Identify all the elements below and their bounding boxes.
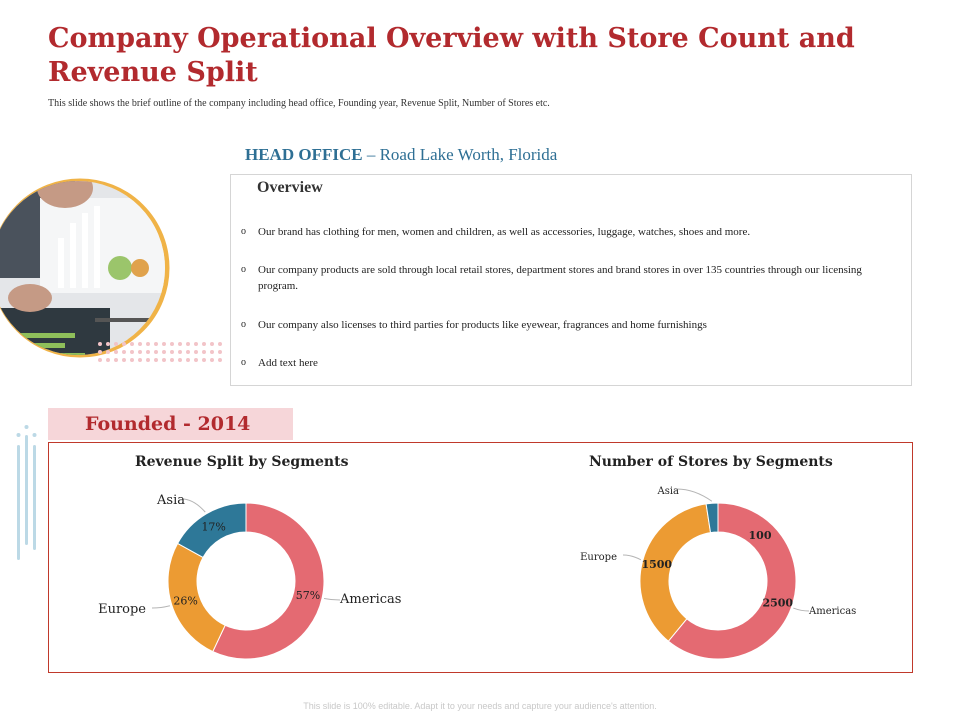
category-label-americas: Americas xyxy=(340,592,402,607)
callout-line xyxy=(623,555,641,560)
bullet-text: Our company also licenses to third parties for products like eyewear, fragrances and home furnishings xyxy=(258,319,707,331)
data-label-asia: 100 xyxy=(748,529,772,542)
head-office-label: HEAD OFFICE xyxy=(245,145,363,164)
callout-line xyxy=(677,489,712,501)
dot-pattern xyxy=(98,342,222,362)
bullet-marker: o xyxy=(241,357,246,368)
category-label-europe: Europe xyxy=(98,602,146,617)
footer-note: This slide is 100% editable. Adapt it to your needs and capture your audience's attention. xyxy=(303,701,657,711)
overview-bullet xyxy=(241,262,881,294)
bullet-text: Our company products are sold through local retail stores, department stores and brand stores in over 135 countries through our licensing program. xyxy=(258,264,862,292)
chart-title-revenue: Revenue Split by Segments xyxy=(135,454,349,470)
data-label-europe: 26% xyxy=(173,594,198,608)
head-office-value: Road Lake Worth, Florida xyxy=(379,145,558,164)
overview-box xyxy=(230,174,912,386)
data-label-asia: 17% xyxy=(201,520,226,534)
category-label-europe: Europe xyxy=(580,552,617,563)
category-label-americas: Americas xyxy=(809,606,857,617)
donut-charts xyxy=(49,443,912,672)
overview-bullet xyxy=(241,355,881,371)
page-title: Company Operational Overview with Store Count and Revenue Split xyxy=(48,23,855,88)
decorative-lines xyxy=(14,425,44,565)
bullet-marker: o xyxy=(241,319,246,330)
founded-banner: Founded - 2014 xyxy=(48,408,293,440)
data-label-americas: 57% xyxy=(295,588,321,602)
page-subtitle: This slide shows the brief outline of the company including head office, Founding year, Revenue Split, Number of Stores etc. xyxy=(48,98,550,109)
head-office-dash: – xyxy=(362,145,380,164)
data-label-americas: 2500 xyxy=(762,596,794,610)
donut-slice-europe xyxy=(640,504,711,641)
bullet-marker: o xyxy=(241,226,246,237)
chart-title-stores: Number of Stores by Segments xyxy=(589,454,833,470)
overview-bullet xyxy=(241,224,881,240)
overview-title: Overview xyxy=(257,179,323,196)
business-photo xyxy=(0,158,225,388)
category-label-asia: Asia xyxy=(657,486,679,497)
callout-line xyxy=(182,499,205,512)
callout-line xyxy=(152,606,170,608)
bullet-marker: o xyxy=(241,264,246,275)
category-label-asia: Asia xyxy=(157,493,185,508)
bullet-text: Add text here xyxy=(258,357,318,369)
callout-line xyxy=(793,608,809,611)
overview-bullet xyxy=(241,317,881,333)
head-office xyxy=(245,145,557,165)
callout-line xyxy=(324,598,340,600)
bullet-text: Our brand has clothing for men, women and children, as well as accessories, luggage, watches, shoes and more. xyxy=(258,226,751,238)
data-label-europe: 1500 xyxy=(641,558,673,572)
charts-panel xyxy=(48,442,913,673)
